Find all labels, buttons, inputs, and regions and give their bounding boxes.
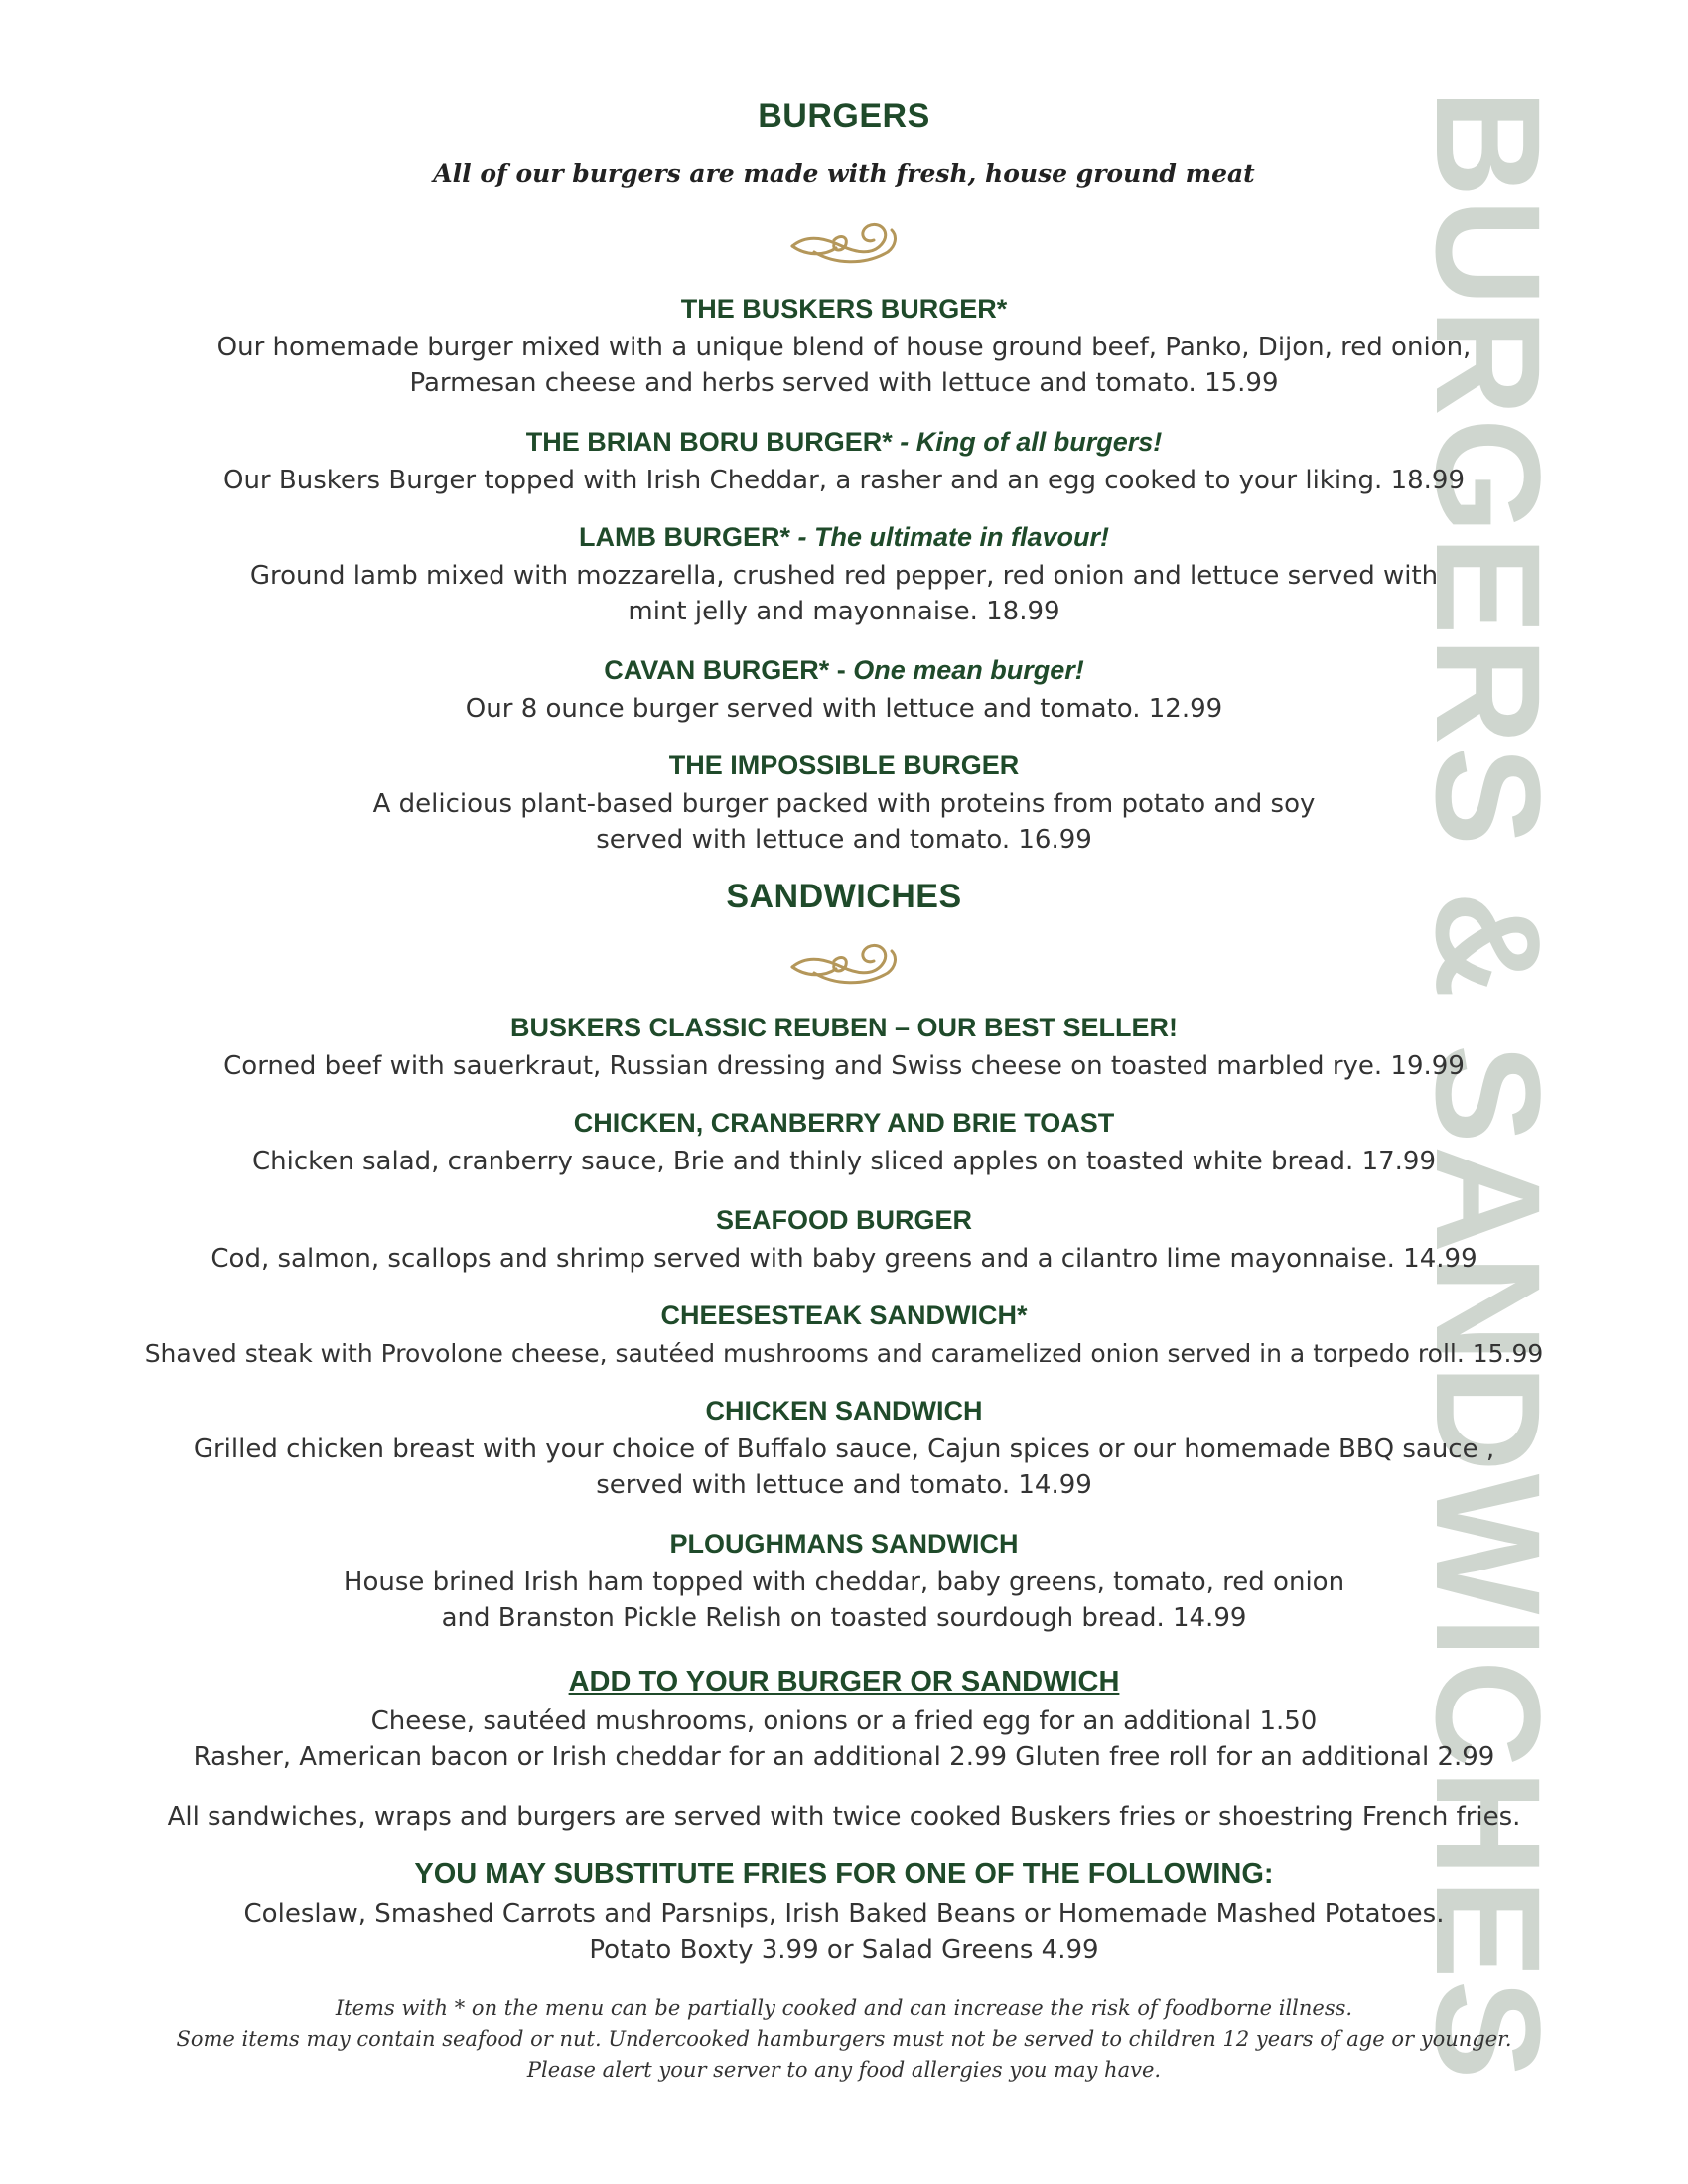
item-description: Corned beef with sauerkraut, Russian dressing and Swiss cheese on toasted marbled rye. 19.99 <box>223 1051 1465 1081</box>
item-description: Our Buskers Burger topped with Irish Cheddar, a rasher and an egg cooked to your liking. 18.99 <box>222 466 1466 495</box>
item-title: THE BUSKERS BURGER* <box>680 294 1008 324</box>
substitute-line: Coleslaw, Smashed Carrots and Parsnips, Irish Baked Beans or Homemade Mashed Potatoes. <box>243 1899 1445 1929</box>
menu-item-name: BUSKERS CLASSIC REUBEN – OUR BEST SELLER! <box>509 1013 1179 1042</box>
menu-item-name: CHEESESTEAK SANDWICH* <box>660 1300 1028 1330</box>
item-title: CAVAN BURGER* - <box>604 655 846 685</box>
item-description: Our 8 ounce burger served with lettuce and tomato. 12.99 <box>465 694 1223 724</box>
watermark-text: BURGERS & SANDWICHES <box>1405 89 1572 2082</box>
item-description: Our homemade burger mixed with a unique blend of house ground beef, Panko, Dijon, red onion, <box>216 333 1472 362</box>
disclaimer-line: Some items may contain seafood or nut. Undercooked hamburgers must not be served to children 12 years of age or younger. <box>176 2027 1512 2051</box>
scroll-flourish-icon <box>784 933 904 995</box>
item-description: mint jelly and mayonnaise. 18.99 <box>628 597 1060 626</box>
item-tagline: - King of all burgers! <box>892 427 1163 457</box>
disclaimer-line: Please alert your server to any food allergies you may have. <box>526 2058 1162 2082</box>
item-description: Shaved steak with Provolone cheese, sautéed mushrooms and caramelized onion served in a torpedo roll. 15.99 <box>144 1339 1544 1368</box>
add-ons-line: Cheese, sautéed mushrooms, onions or a fried egg for an additional 1.50 <box>370 1706 1318 1736</box>
item-description: Cod, salmon, scallops and shrimp served with baby greens and a cilantro lime mayonnaise. 14.99 <box>211 1244 1477 1274</box>
item-tagline: - The ultimate in flavour! <box>789 522 1110 552</box>
item-description: served with lettuce and tomato. 16.99 <box>596 825 1092 855</box>
item-title: LAMB BURGER* <box>578 522 790 552</box>
item-title: THE IMPOSSIBLE BURGER <box>668 751 1020 780</box>
item-description: House brined Irish ham topped with cheddar, baby greens, tomato, red onion <box>343 1568 1345 1597</box>
menu-item-name: SEAFOOD BURGER <box>715 1205 973 1235</box>
menu-item-name <box>0 294 1688 325</box>
item-title: THE BRIAN BORU BURGER* <box>525 427 893 457</box>
item-description: Ground lamb mixed with mozzarella, crushed red pepper, red onion and lettuce served with <box>249 561 1439 591</box>
menu-item-name <box>0 751 1688 781</box>
item-description: and Branston Pickle Relish on toasted sourdough bread. 14.99 <box>441 1603 1247 1633</box>
burgers-subtitle: All of our burgers are made with fresh, house ground meat <box>433 159 1255 188</box>
item-tagline: One mean burger! <box>845 655 1084 685</box>
menu-item-name <box>0 655 1688 686</box>
item-description: A delicious plant-based burger packed with proteins from potato and soy <box>372 789 1316 819</box>
substitute-title: YOU MAY SUBSTITUTE FRIES FOR ONE OF THE FOLLOWING: <box>414 1858 1274 1890</box>
item-description: Chicken salad, cranberry sauce, Brie and thinly sliced apples on toasted white bread. 17.99 <box>251 1147 1437 1176</box>
add-ons-line: Rasher, American bacon or Irish cheddar for an additional 2.99 Gluten free roll for an additional 2.99 <box>193 1742 1495 1772</box>
substitute-line: Potato Boxty 3.99 or Salad Greens 4.99 <box>589 1935 1099 1965</box>
menu-item-name: CHICKEN SANDWICH <box>705 1396 983 1426</box>
burgers-title: BURGERS <box>758 97 930 135</box>
sandwiches-title: SANDWICHES <box>726 878 962 915</box>
item-description: served with lettuce and tomato. 14.99 <box>596 1470 1092 1500</box>
menu-item-name: CHICKEN, CRANBERRY AND BRIE TOAST <box>573 1108 1115 1138</box>
menu-item-name <box>0 427 1688 458</box>
scroll-flourish-icon <box>784 212 904 274</box>
item-description: Grilled chicken breast with your choice of Buffalo sauce, Cajun spices or our homemade BBQ sauce , <box>193 1434 1495 1464</box>
fries-note: All sandwiches, wraps and burgers are served with twice cooked Buskers fries or shoestring French fries. <box>167 1802 1521 1832</box>
disclaimer-line: Items with * on the menu can be partially cooked and can increase the risk of foodborne illness. <box>335 1996 1353 2020</box>
add-ons-title: ADD TO YOUR BURGER OR SANDWICH <box>568 1666 1120 1698</box>
item-description: Parmesan cheese and herbs served with lettuce and tomato. 15.99 <box>409 368 1279 398</box>
menu-item-name: PLOUGHMANS SANDWICH <box>669 1529 1019 1559</box>
menu-item-name <box>0 522 1688 553</box>
